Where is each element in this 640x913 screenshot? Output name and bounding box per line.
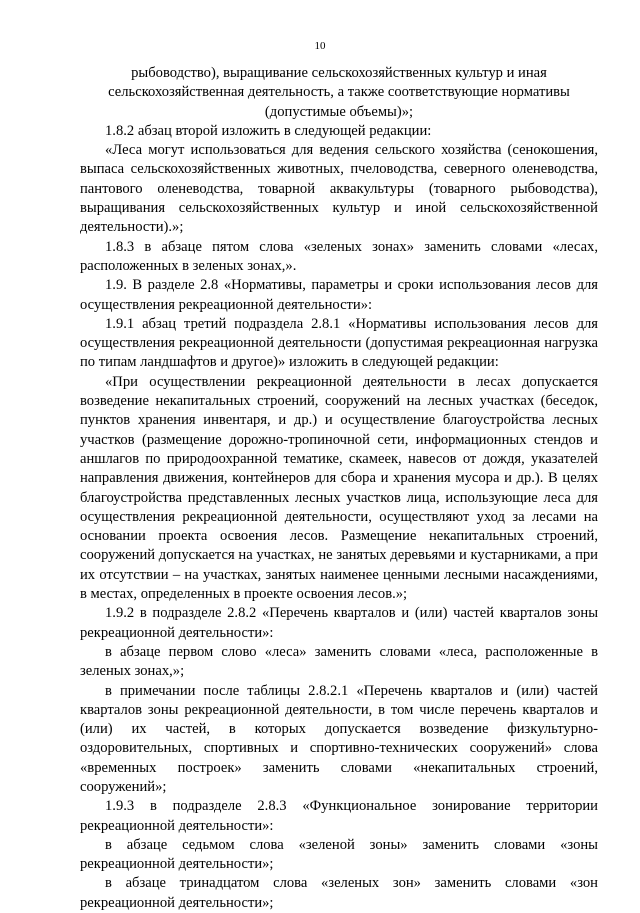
paragraph-thirteenth-abzac: в абзаце тринадцатом слова «зеленых зон» заменить словами «зон рекреационной деятельности»;	[80, 875, 598, 911]
paragraph-1-8-2: 1.8.2 абзац второй изложить в следующей редакции:	[105, 122, 432, 139]
paragraph-continuation: рыбоводство), выращивание сельскохозяйственных культур и иная сельскохозяйственная деятельность, а также соответствующие нормативы (допустимые объемы)»;	[108, 65, 570, 120]
paragraph-1-8-3: 1.8.3 в абзаце пятом слова «зеленых зонах» заменить словами «лесах, расположенных в зеленых зонах,».	[80, 238, 598, 274]
paragraph-seventh-abzac: в абзаце седьмом слова «зеленой зоны» заменить словами «зоны рекреационной деятельности»;	[80, 836, 598, 873]
paragraph-1-9-2: 1.9.2 в подразделе 2.8.2 «Перечень кварталов и (или) частей кварталов зоны рекреационной деятельности»:	[80, 605, 598, 641]
paragraph-quote-recreation: «При осуществлении рекреационной деятельности в лесах допускается возведение некапитальных строений, сооружений на лесных участках (беседок, пунктов хранения инвентаря, и др.) и осуществление благоустройства лесных участков (размещение дорожно-тропиночной сети, информационных стендов и аншлагов по природоохранной тематике, скамеек, навесов от дождя, указателей направления движения, контейнеров для сбора и хранения мусора и др.). В целях благоустройства представленных лесных участков лица, использующие леса для осуществления рекреационной деятельности, осуществляют уход за лесами на основании проекта освоения лесов. Размещение некапитальных строений, сооружений допускается на участках, не занятых деревьями и кустарниками, а при их отсутствии – на участках, занятых наименее ценными лесными насаждениями, в местах, определенных в проекте освоения лесов.»;	[80, 373, 598, 603]
paragraph-1-9: 1.9. В разделе 2.8 «Нормативы, параметры и сроки использования лесов для осуществления рекреационной деятельности»:	[80, 277, 598, 313]
document-body	[80, 64, 598, 913]
page-number: 10	[314, 40, 326, 52]
paragraph-note-table: в примечании после таблицы 2.8.2.1 «Перечень кварталов и (или) частей кварталов зоны рекреационной деятельности, в том числе перечень кварталов и (или) их частей, в которых допускается возведение физкультурно-оздоровительных, спортивных и спортивно-технических сооружений» слова «временных построек» заменить словами «некапитальных строений, сооружений»;	[80, 682, 598, 795]
paragraph-1-9-3: 1.9.3 в подразделе 2.8.3 «Функциональное зонирование территории рекреационной деятельности»:	[80, 798, 598, 834]
paragraph-quote-agriculture: «Леса могут использоваться для ведения сельского хозяйства (сенокошения, выпаса сельскохозяйственных животных, пчеловодства, северного оленеводства, пантового оленеводства, товарной аквакультуры (товарного рыбоводства), выращивания сельскохозяйственных культур и иной сельскохозяйственной деятельности).»;	[80, 142, 598, 236]
paragraph-first-abzac: в абзаце первом слово «леса» заменить словами «леса, расположенные в зеленых зонах,»;	[80, 643, 598, 680]
paragraph-1-9-1: 1.9.1 абзац третий подраздела 2.8.1 «Нормативы использования лесов для осуществления рекреационной деятельности (допустимая рекреационная нагрузка по типам ландшафтов и другое)» изложить в следующей редакции:	[80, 315, 598, 371]
